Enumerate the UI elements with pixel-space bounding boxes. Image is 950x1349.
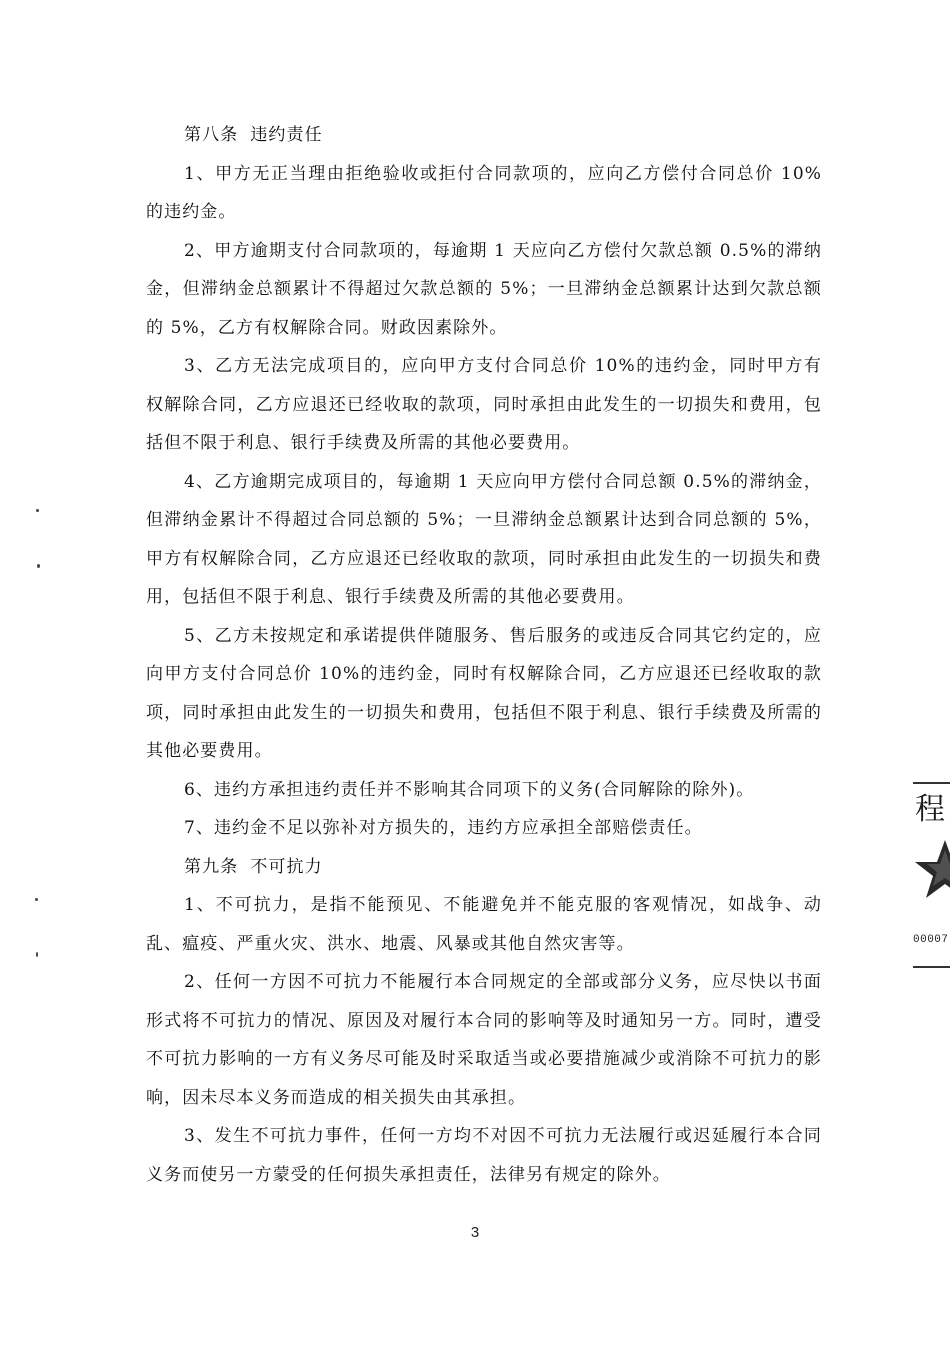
seal-code: 00007: [913, 934, 949, 946]
article-8-item-1: 1、甲方无正当理由拒绝验收或拒付合同款项的，应向乙方偿付合同总价 10%的违约金。: [146, 163, 822, 222]
scan-speck: [36, 952, 38, 957]
article-9-item-1: 1、不可抗力，是指不能预见、不能避免并不能克服的客观情况，如战争、动乱、瘟疫、严重火灾、洪水、地震、风暴或其他自然灾害等。: [146, 895, 822, 954]
article-8-item-7: 7、违约金不足以弥补对方损失的，违约方应承担全部赔偿责任。: [184, 818, 703, 838]
scan-speck: [35, 898, 38, 901]
article-8-title: 违约责任: [250, 125, 323, 145]
seal-star-icon: [911, 838, 950, 898]
page-number: 3: [470, 1224, 480, 1241]
article-9-item-3: 3、发生不可抗力事件，任何一方均不对因不可抗力无法履行或迟延履行本合同义务而使另一方蒙受的任何损失承担责任，法律另有规定的除外。: [146, 1126, 822, 1185]
official-seal: [905, 776, 950, 976]
article-9-item-2: 2、任何一方因不可抗力不能履行本合同规定的全部或部分义务，应尽快以书面形式将不可抗力的情况、原因及对履行本合同的影响等及时通知另一方。同时，遭受不可抗力影响的一方有义务尽可能及时采取适当或必要措施减少或消除不可抗力的影响，因未尽本义务而造成的相关损失由其承担。: [146, 972, 822, 1108]
article-8-item-6: 6、违约方承担违约责任并不影响其合同项下的义务(合同解除的除外)。: [184, 779, 755, 800]
article-8-item-4: 4、乙方逾期完成项目的，每逾期 1 天应向甲方偿付合同总额 0.5%的滞纳金，但滞纳金累计不得超过合同总额的 5%；一旦滞纳金总额累计达到合同总额的 5%，甲方有权解除合同，乙方应退还已经收取的款项，同时承担由此发生的一切损失和费用，包括但不限于利息、银行手续费及所需的其他必要费用。: [146, 471, 822, 607]
article-9-number: 第九条: [184, 856, 239, 877]
article-9-title: 不可抗力: [250, 856, 323, 877]
article-8-item-2: 2、甲方逾期支付合同款项的，每逾期 1 天应向乙方偿付欠款总额 0.5%的滞纳金，但滞纳金总额累计不得超过欠款总额的 5%；一旦滞纳金总额累计达到欠款总额的 5%，乙方有权解除合同。财政因素除外。: [146, 240, 822, 338]
article-8-heading: [146, 116, 822, 155]
contract-body: [146, 116, 822, 1194]
article-8-item-5: 5、乙方未按规定和承诺提供伴随服务、售后服务的或违反合同其它约定的，应向甲方支付合同总价 10%的违约金，同时有权解除合同，乙方应退还已经收取的款项，同时承担由此发生的一切损失和费用，包括但不限于利息、银行手续费及所需的其他必要费用。: [146, 625, 822, 761]
seal-character: 程: [915, 792, 943, 827]
scan-speck: [37, 564, 40, 568]
article-8-number: 第八条: [184, 125, 239, 145]
scan-speck: [36, 509, 39, 512]
article-9-heading: [146, 848, 822, 887]
article-8-item-3: 3、乙方无法完成项目的，应向甲方支付合同总价 10%的违约金，同时甲方有权解除合同，乙方应退还已经收取的款项，同时承担由此发生的一切损失和费用，包括但不限于利息、银行手续费及所需的其他必要费用。: [146, 356, 822, 453]
seal-border-line: [913, 966, 950, 968]
